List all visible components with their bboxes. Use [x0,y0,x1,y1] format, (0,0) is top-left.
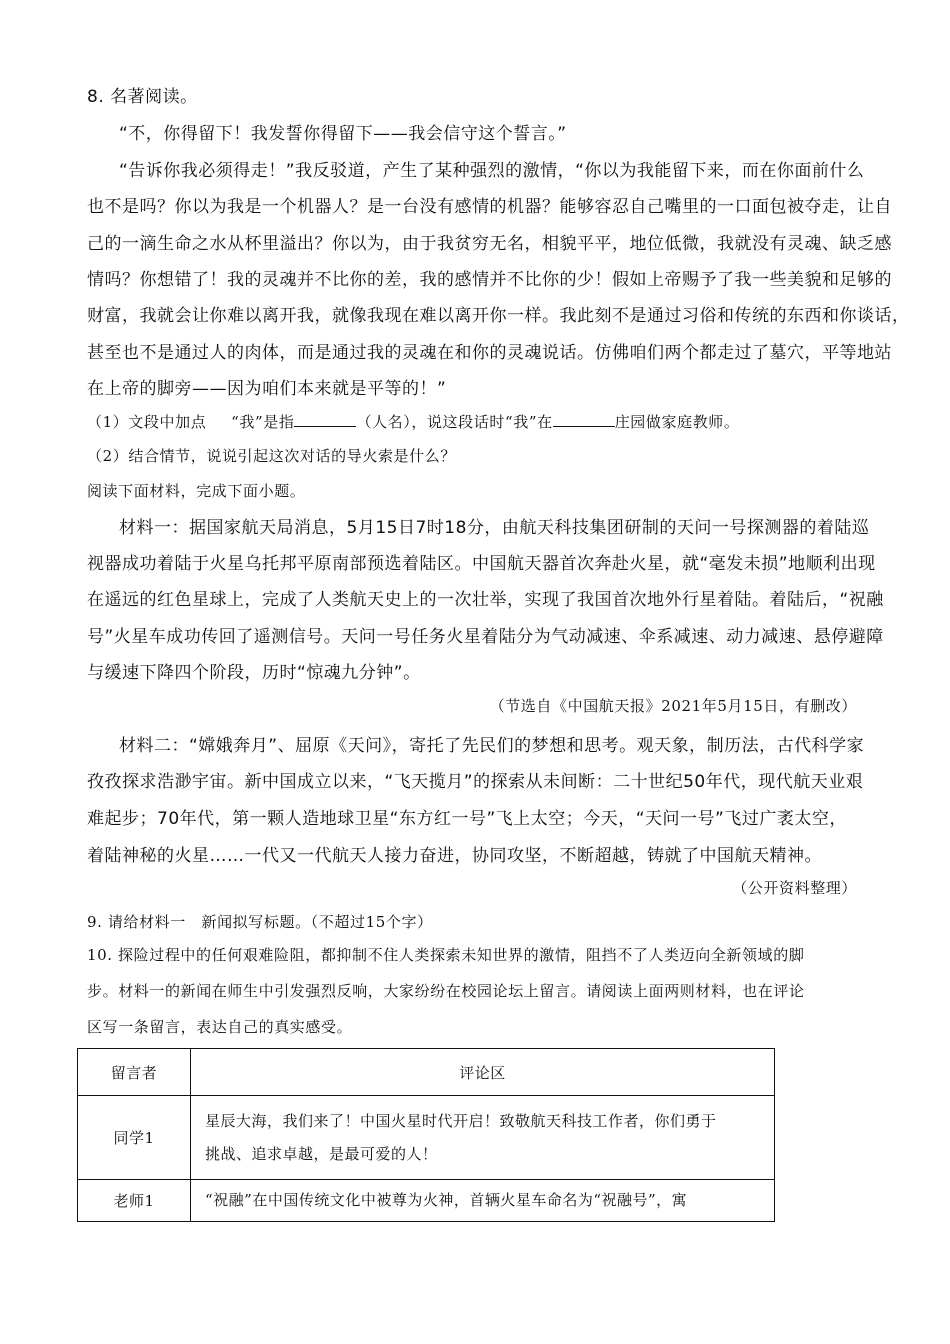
question-9: 9. 请给材料一 新闻拟写标题。（不超过15个字） [87,913,433,931]
quote-line-4: 己的一滴生命之水从杯里溢出？你以为，由于我贫穷无名，相貌平平，地位低微，我就没有灵魂、缺乏感 [87,234,892,254]
answer-blank-estate[interactable] [553,412,615,427]
question-10-line-2: 步。材料一的新闻在师生中引发强烈反响，大家纷纷在校园论坛上留言。请阅读上面两则材料，也在评论 [87,982,805,1000]
sub1-text-a: （1）文段中加点 [87,413,207,431]
commenter-name: 同学1 [78,1096,191,1180]
sub-question-1 [87,411,740,432]
comment-line: “祝融”在中国传统文化中被尊为火神，首辆火星车命名为“祝融号”，寓 [205,1191,688,1209]
comment-line: 星辰大海，我们来了！中国火星时代开启！致敬航天科技工作者，你们勇于 [205,1111,717,1130]
material1-source: （节选自《中国航天报》2021年5月15日，有删改） [489,697,857,715]
table-row [78,1180,775,1222]
material2-source: （公开资料整理） [732,879,857,897]
table-header-row [78,1049,775,1096]
comment-line: 挑战、追求卓越，是最可爱的人！ [205,1144,438,1163]
quote-line-1: “不，你得留下！我发誓你得留下——我会信守这个誓言。” [119,124,567,144]
comment-text [191,1096,775,1180]
material2-line-1: 材料二：“嫦娥奔月”、屈原《天问》，寄托了先民们的梦想和思考。观天象，制历法，古代科学家 [119,736,865,756]
question-8-title: 8. 名著阅读。 [87,87,198,107]
material1-line-5: 与缓速下降四个阶段，历时“惊魂九分钟”。 [87,663,421,683]
quote-line-3: 也不是吗？你以为我是一个机器人？是一台没有感情的机器？能够容忍自己嘴里的一口面包被夺走，让自 [87,197,892,217]
reading-intro: 阅读下面材料，完成下面小题。 [87,482,306,500]
material1-line-2: 视器成功着陆于火星乌托邦平原南部预选着陆区。中国航天器首次奔赴火星，就“毫发未损”地顺利出现 [87,554,876,574]
sub1-text-c: （人名），说这段话时“我”在 [356,413,553,431]
material1-line-4: 号”火星车成功传回了遥测信号。天问一号任务火星着陆分为气动减速、伞系减速、动力减速、悬停避障 [87,627,884,647]
comment-table [77,1048,775,1222]
quote-line-8: 在上帝的脚旁——因为咱们本来就是平等的！” [87,379,447,399]
material2-line-4: 着陆神秘的火星……一代又一代航天人接力奋进，协同攻坚，不断超越，铸就了中国航天精神。 [87,846,822,866]
commenter-name: 老师1 [78,1180,191,1222]
table-row [78,1096,775,1180]
quote-line-5: 情吗？你想错了！我的灵魂并不比你的差，我的感情并不比你的少！假如上帝赐予了我一些美貌和足够的 [87,270,892,290]
quote-line-6: 财富，我就会让你难以离开我，就像我现在难以离开你一样。我此刻不是通过习俗和传统的东西和你谈话， [87,306,910,326]
material1-line-1: 材料一：据国家航天局消息，5月15日7时18分，由航天科技集团研制的天问一号探测器的着陆巡 [119,518,870,538]
material2-line-2: 孜孜探求浩渺宇宙。新中国成立以来，“飞天揽月”的探索从未间断：二十世纪50年代，现代航天业艰 [87,772,864,792]
sub1-text-d: 庄园做家庭教师。 [614,413,740,431]
sub-question-2: （2）结合情节，说说引起这次对话的导火索是什么？ [87,447,456,465]
sub1-text-b: “我”是指 [231,413,295,431]
material2-line-3: 难起步；70年代，第一颗人造地球卫星“东方红一号”飞上太空；今天，“天问一号”飞过广袤太空， [87,809,847,829]
question-10-line-1: 10. 探险过程中的任何艰难险阻，都抑制不住人类探索未知世界的激情，阻挡不了人类迈向全新领域的脚 [87,946,805,964]
quote-line-2: “告诉你我必须得走！”我反驳道，产生了某种强烈的激情，“你以为我能留下来，而在你面前什么 [119,161,865,181]
answer-blank-name[interactable] [294,412,356,427]
question-10-line-3: 区写一条留言，表达自己的真实感受。 [87,1018,353,1036]
header-commenter: 留言者 [78,1049,191,1096]
material1-line-3: 在遥远的红色星球上，完成了人类航天史上的一次壮举，实现了我国首次地外行星着陆。着陆后，“祝融 [87,590,884,610]
header-comments: 评论区 [191,1049,775,1096]
quote-line-7: 甚至也不是通过人的肉体，而是通过我的灵魂在和你的灵魂说话。仿佛咱们两个都走过了墓穴，平等地站 [87,343,892,363]
comment-text [191,1180,775,1222]
